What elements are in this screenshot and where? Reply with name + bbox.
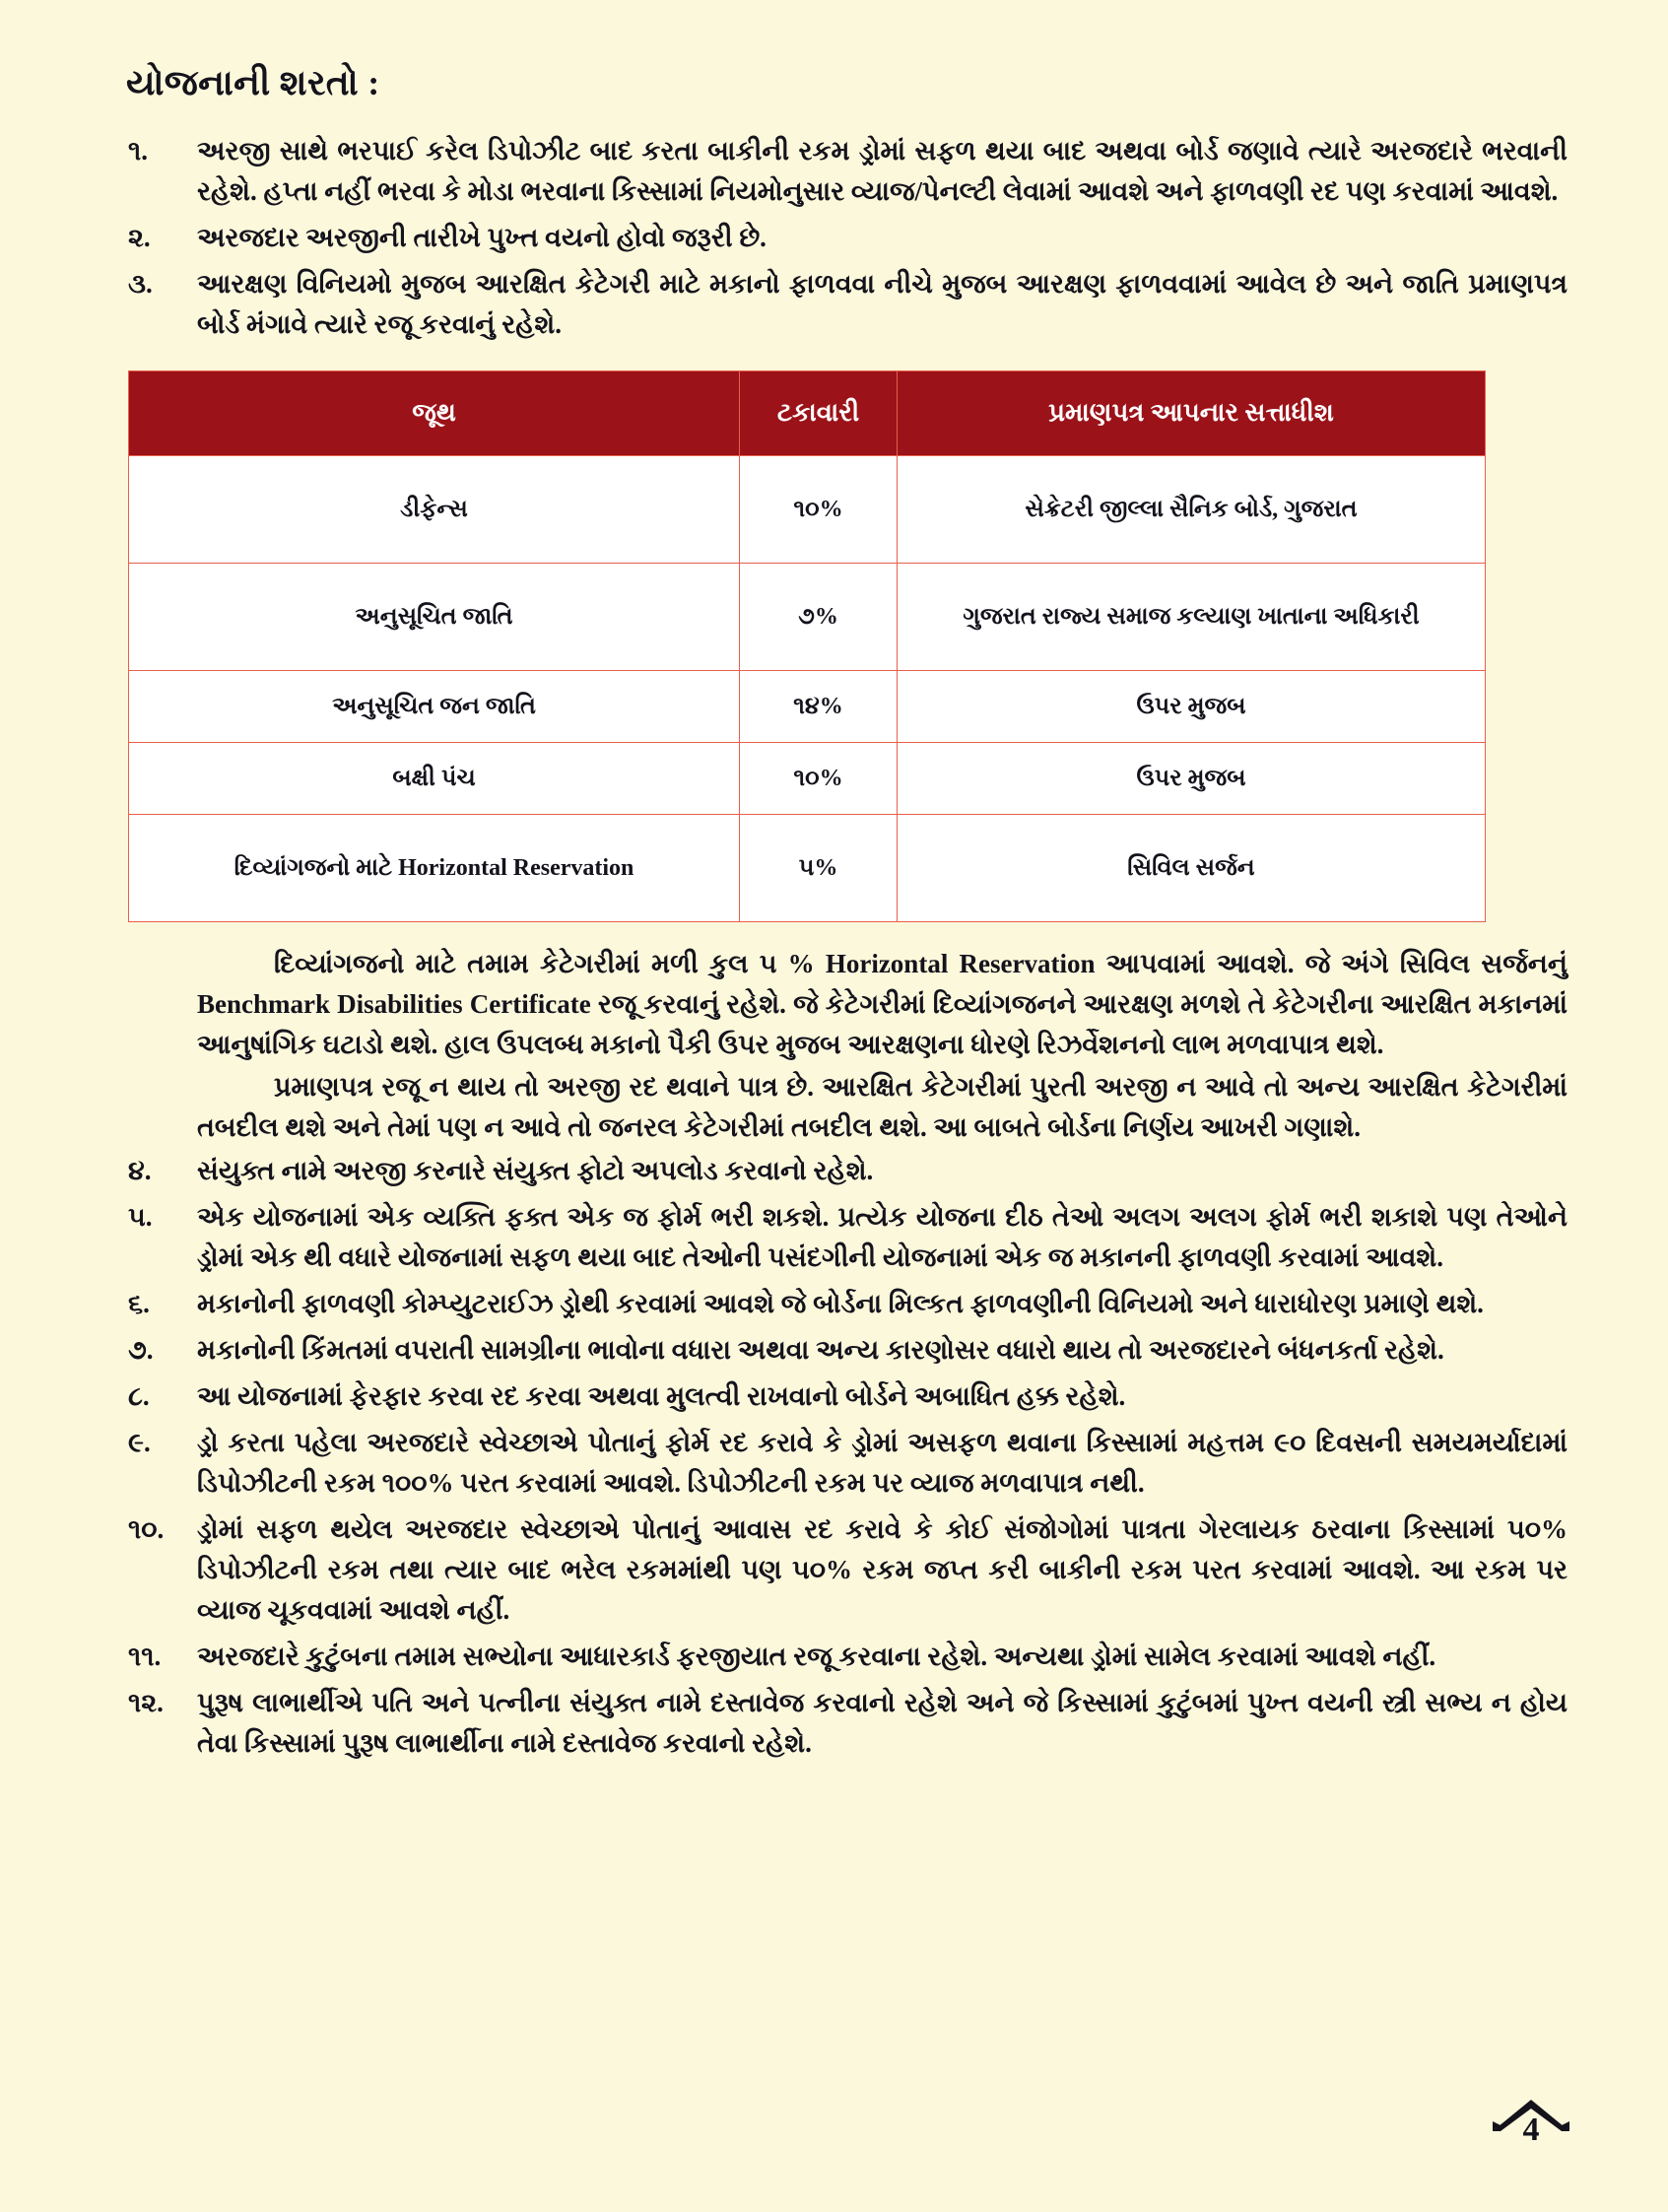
- clause-text: આ યોજનામાં ફેરફાર કરવા રદ કરવા અથવા મુલત્વી રાખવાનો બોર્ડને અબાધિત હક્ક રહેશે.: [197, 1380, 1126, 1411]
- reservation-table: [128, 370, 1486, 922]
- clause-number: ૧૧.: [128, 1641, 162, 1671]
- cell-percentage: ૧૦%: [740, 456, 898, 564]
- clause-item-7: [126, 1330, 1573, 1371]
- cell-group: અનુસૂચિત જન જાતિ: [129, 671, 740, 743]
- cell-group: ડીફેન્સ: [129, 456, 740, 564]
- clause-item-8: [126, 1376, 1573, 1417]
- clause-text: મકાનોની કિંમતમાં વપરાતી સામગ્રીના ભાવોના વધારા અથવા અન્ય કારણોસર વધારો થાય તો અરજદારને બંધનકર્તા રહેશે.: [197, 1334, 1444, 1365]
- cell-group: અનુસૂચિત જાતિ: [129, 564, 740, 671]
- clause-text: સંયુક્ત નામે અરજી કરનારે સંયુક્ત ફોટો અપલોડ કરવાનો રહેશે.: [197, 1155, 874, 1185]
- clause-number: ૮.: [128, 1380, 150, 1411]
- roof-icon-with-page-number: [1489, 2092, 1573, 2155]
- column-header-authority: પ્રમાણપત્ર આપનાર સત્તાધીશ: [898, 371, 1486, 456]
- clause-number: ૨.: [128, 223, 151, 253]
- page-title: યોજનાની શરતો :: [126, 63, 380, 102]
- clause-item-2: [126, 218, 1573, 258]
- clause-number: ૩.: [128, 269, 153, 300]
- clause-item-1: [126, 131, 1573, 212]
- table-row: [129, 456, 1486, 564]
- clause-item-9: [126, 1423, 1573, 1504]
- clause-text: પુરૂષ લાભાર્થીએ પતિ અને પત્નીના સંયુક્ત નામે દસ્તાવેજ કરવાનો રહેશે અને જે કિસ્સામાં કુટુંબમાં પુખ્ત વયની સ્ત્રી સભ્ય ન હોય તેવા કિસ્સામાં પુરૂષ લાભાર્થીના નામે દસ્તાવેજ કરવાનો રહેશે.: [197, 1687, 1568, 1758]
- clause-item-5: [126, 1197, 1573, 1278]
- cell-authority: સિવિલ સર્જન: [898, 815, 1486, 922]
- clause-item-10: [126, 1509, 1573, 1631]
- clause-text: ડ્રોમાં સફળ થયેલ અરજદાર સ્વેચ્છાએ પોતાનું આવાસ રદ કરાવે કે કોઈ સંજોગોમાં પાત્રતા ગેરલાયક ઠરવાના કિસ્સામાં ૫૦% ડિપોઝીટની રકમ તથા ત્યાર બાદ ભરેલ રકમમાંથી પણ ૫૦% રકમ જપ્ત કરી બાકીની રકમ પરત કરવામાં આવશે. આ રકમ પર વ્યાજ ચૂકવવામાં આવશે નહીં.: [197, 1513, 1568, 1625]
- table-body: [129, 456, 1486, 922]
- page-number: 4: [1522, 2111, 1540, 2148]
- clause-number: ૧૦.: [128, 1513, 165, 1544]
- cell-authority: સેક્રેટરી જીલ્લા સૈનિક બોર્ડ, ગુજરાત: [898, 456, 1486, 564]
- column-header-group: જૂથ: [129, 371, 740, 456]
- clause-number: ૫.: [128, 1201, 153, 1232]
- cell-percentage: ૫%: [740, 815, 898, 922]
- certificate-paragraph: પ્રમાણપત્ર રજૂ ન થાય તો અરજી રદ થવાને પાત્ર છે. આરક્ષિત કેટેગરીમાં પુરતી અરજી ન આવે તો અન્ય આરક્ષિત કેટેગરીમાં તબદીલ થશે અને તેમાં પણ ન આવે તો જનરલ કેટેગરીમાં તબદીલ થશે. આ બાબતે બોર્ડના નિર્ણય આખરી ગણાશે.: [197, 1072, 1568, 1143]
- clause-number: ૧૨.: [128, 1687, 164, 1717]
- cell-authority: ગુજરાત રાજ્ય સમાજ કલ્યાણ ખાતાના અધિકારી: [898, 564, 1486, 671]
- clause-number: ૧.: [128, 136, 148, 166]
- clause-text: અરજી સાથે ભરપાઈ કરેલ ડિપોઝીટ બાદ કરતા બાકીની રકમ ડ્રોમાં સફળ થયા બાદ અથવા બોર્ડ જણાવે ત્યારે અરજદારે ભરવાની રહેશે. હપ્તા નહીં ભરવા કે મોડા ભરવાના કિસ્સામાં નિયમોનુસાર વ્યાજ/પેનલ્ટી લેવામાં આવશે અને ફાળવણી રદ પણ કરવામાં આવશે.: [197, 136, 1568, 207]
- table-row: [129, 743, 1486, 815]
- table-header-row: [129, 371, 1486, 456]
- clause-text: અરજદાર અરજીની તારીખે પુખ્ત વયનો હોવો જરૂરી છે.: [197, 223, 767, 253]
- horizontal-reservation-paragraph: દિવ્યાંગજનો માટે તમામ કેટેગરીમાં મળી કુલ ૫ % Horizontal Reservation આપવામાં આવશે. જે અંગે સિવિલ સર્જનનું Benchmark Disabilities Certificate રજૂ કરવાનું રહેશે. જે કેટેગરીમાં દિવ્યાંગજનને આરક્ષણ મળશે તે કેટેગરીના આરક્ષિત મકાનમાં આનુષાંગિક ઘટાડો થશે. હાલ ઉપલબ્ધ મકાનો પૈકી ઉપર મુજબ આરક્ષણના ધોરણે રિઝર્વેશનનો લાભ મળવાપાત્ર થશે.: [197, 949, 1568, 1060]
- clause-number: ૪.: [128, 1155, 152, 1185]
- column-header-percentage: ટકાવારી: [740, 371, 898, 456]
- cell-authority: ઉપર મુજબ: [898, 743, 1486, 815]
- cell-group: બક્ષી પંચ: [129, 743, 740, 815]
- table-row: [129, 671, 1486, 743]
- clause-item-12: [126, 1683, 1573, 1764]
- page-footer: [1489, 2092, 1573, 2155]
- conditions-list: [126, 131, 1573, 345]
- clause-text: ડ્રો કરતા પહેલા અરજદારે સ્વેચ્છાએ પોતાનું ફોર્મ રદ કરાવે કે ડ્રોમાં અસફળ થવાના કિસ્સામાં મહત્તમ ૯૦ દિવસની સમયમર્યાદામાં ડિપોઝીટની રકમ ૧૦૦% પરત કરવામાં આવશે. ડિપોઝીટની રકમ પર વ્યાજ મળવાપાત્ર નથી.: [197, 1427, 1568, 1498]
- reservation-table-wrapper: [126, 370, 1573, 922]
- cell-percentage: ૧૦%: [740, 743, 898, 815]
- conditions-list-continued: [126, 1151, 1573, 1764]
- clause-text: મકાનોની ફાળવણી કોમ્પ્યુટરાઈઝ ડ્રોથી કરવામાં આવશે જે બોર્ડના મિલ્કત ફાળવણીની વિનિયમો અને ધારાધોરણ પ્રમાણે થશે.: [197, 1288, 1484, 1318]
- table-row: [129, 564, 1486, 671]
- table-row: [129, 815, 1486, 922]
- clause-text: એક યોજનામાં એક વ્યક્તિ ફક્ત એક જ ફોર્મ ભરી શકશે. પ્રત્યેક યોજના દીઠ તેઓ અલગ અલગ ફોર્મ ભરી શકાશે પણ તેઓને ડ્રોમાં એક થી વધારે યોજનામાં સફળ થયા બાદ તેઓની પસંદગીની યોજનામાં એક જ મકાનની ફાળવણી કરવામાં આવશે.: [197, 1201, 1568, 1272]
- clause-number: ૬.: [128, 1288, 150, 1318]
- clause-number: ૭.: [128, 1334, 154, 1365]
- clause-item-6: [126, 1284, 1573, 1324]
- cell-authority: ઉપર મુજબ: [898, 671, 1486, 743]
- clause-item-4: [126, 1151, 1573, 1191]
- clause-number: ૯.: [128, 1427, 151, 1457]
- clause-item-3: [126, 264, 1573, 345]
- cell-group: દિવ્યાંગજનો માટે Horizontal Reservation: [129, 815, 740, 922]
- cell-percentage: ૧૪%: [740, 671, 898, 743]
- clause-item-11: [126, 1637, 1573, 1677]
- table-header: [129, 371, 1486, 456]
- clause-text: અરજદારે કુટુંબના તમામ સભ્યોના આધારકાર્ડ ફરજીયાત રજૂ કરવાના રહેશે. અન્યથા ડ્રોમાં સામેલ કરવામાં આવશે નહીં.: [197, 1641, 1436, 1671]
- cell-percentage: ૭%: [740, 564, 898, 671]
- clause-text: આરક્ષણ વિનિયમો મુજબ આરક્ષિત કેટેગરી માટે મકાનો ફાળવવા નીચે મુજબ આરક્ષણ ફાળવવામાં આવેલ છે અને જાતિ પ્રમાણપત્ર બોર્ડ મંગાવે ત્યારે રજૂ કરવાનું રહેશે.: [197, 269, 1568, 340]
